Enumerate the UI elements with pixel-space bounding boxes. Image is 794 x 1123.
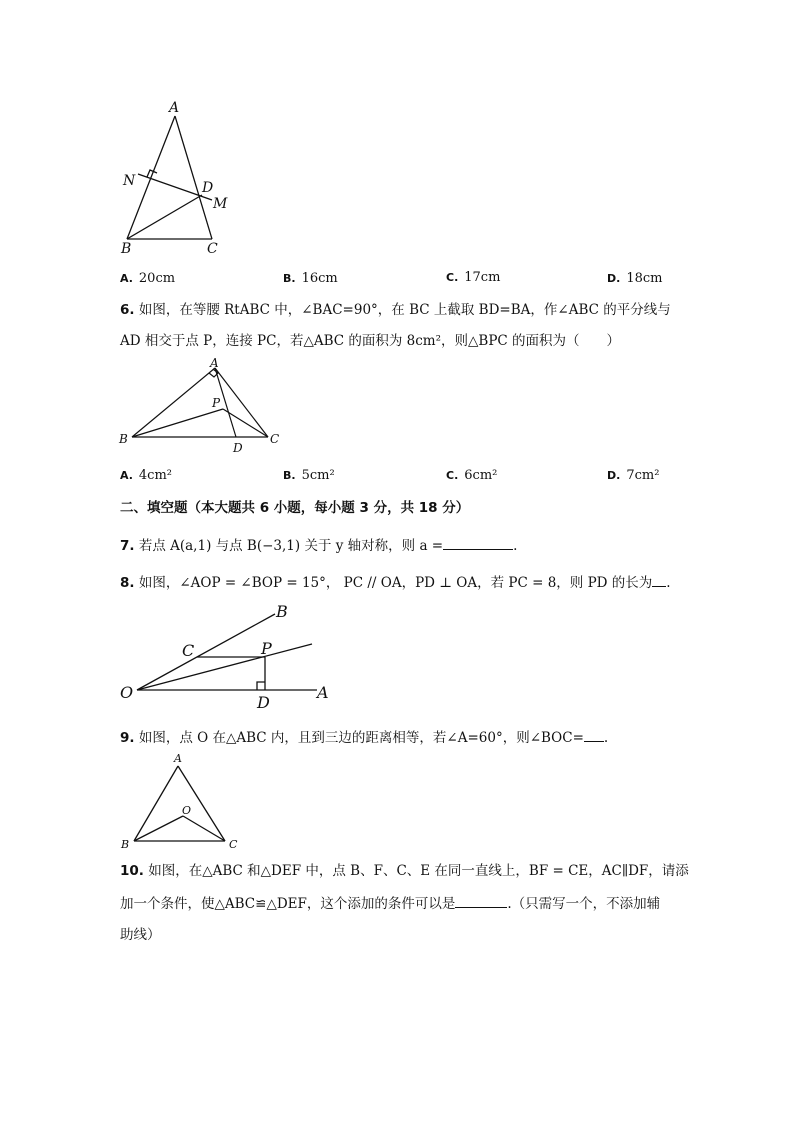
figure-q5 xyxy=(115,98,250,260)
label-O: O xyxy=(182,804,192,817)
q6-line-2: AD 相交于点 P，连接 PC，若△ABC 的面积为 8cm²，则△BPC 的面积为（ ） xyxy=(120,333,621,349)
q6-option-a: A. 4cm² xyxy=(120,468,172,483)
figure-q6 xyxy=(115,356,290,458)
label-B: B xyxy=(119,432,128,446)
label-D: D xyxy=(257,693,270,712)
q5-option-a: A. 20cm xyxy=(120,271,176,286)
label-D: D xyxy=(202,180,214,196)
q6-line-1: 6. 如图，在等腰 RtABC 中，∠BAC=90°，在 BC 上截取 BD=BA，作∠ABC 的平分线与 xyxy=(120,302,671,318)
q10-line-3: 助线） xyxy=(120,927,161,943)
q9-line: 9. 如图，点 O 在△ABC 内，且到三边的距离相等，若∠A=60°，则∠BOC= . xyxy=(120,727,608,748)
section-heading: 二、填空题（本大题共 6 小题，每小题 3 分，共 18 分） xyxy=(120,500,470,516)
answer-blank xyxy=(443,535,513,550)
q10-line-2: 加一个条件，使△ABC≌△DEF，这个添加的条件可以是 .（只需写一个，不添加辅 xyxy=(120,893,660,914)
answer-blank xyxy=(584,727,604,742)
q10-line-1: 10. 如图，在△ABC 和△DEF 中，点 B、F、C、E 在同一直线上，BF = CE，AC∥DF，请添 xyxy=(120,863,689,879)
label-A: A xyxy=(174,752,182,765)
label-N: N xyxy=(123,173,136,189)
q5-option-b: B. 16cm xyxy=(283,271,338,286)
label-A: A xyxy=(210,356,219,370)
label-B: B xyxy=(276,602,288,621)
q5-option-d: D. 18cm xyxy=(607,271,663,286)
label-O: O xyxy=(120,683,134,702)
q8-line: 8. 如图，∠AOP = ∠BOP = 15°， PC // OA，PD ⊥ OA，若 PC = 8，则 PD 的长为 . xyxy=(120,572,671,593)
answer-blank xyxy=(652,572,666,587)
label-B: B xyxy=(121,241,132,257)
answer-blank xyxy=(455,893,507,908)
label-D: D xyxy=(233,441,243,455)
figure-q9 xyxy=(115,750,250,854)
q6-option-d: D. 7cm² xyxy=(607,468,660,483)
label-C: C xyxy=(229,838,238,851)
q7-line: 7. 若点 A(a,1) 与点 B(−3,1) 关于 y 轴对称，则 a = . xyxy=(120,535,517,556)
label-A: A xyxy=(169,100,180,116)
label-C: C xyxy=(182,641,195,660)
figure-q8 xyxy=(115,598,340,713)
label-C: C xyxy=(207,241,218,257)
label-P: P xyxy=(212,396,221,410)
q6-option-b: B. 5cm² xyxy=(283,468,335,483)
q5-option-c: C. 17cm xyxy=(446,270,501,285)
label-M: M xyxy=(213,196,228,212)
label-A: A xyxy=(317,683,329,702)
q6-option-c: C. 6cm² xyxy=(446,468,498,483)
label-P: P xyxy=(261,639,272,658)
label-B: B xyxy=(121,838,130,851)
label-C: C xyxy=(270,432,280,446)
